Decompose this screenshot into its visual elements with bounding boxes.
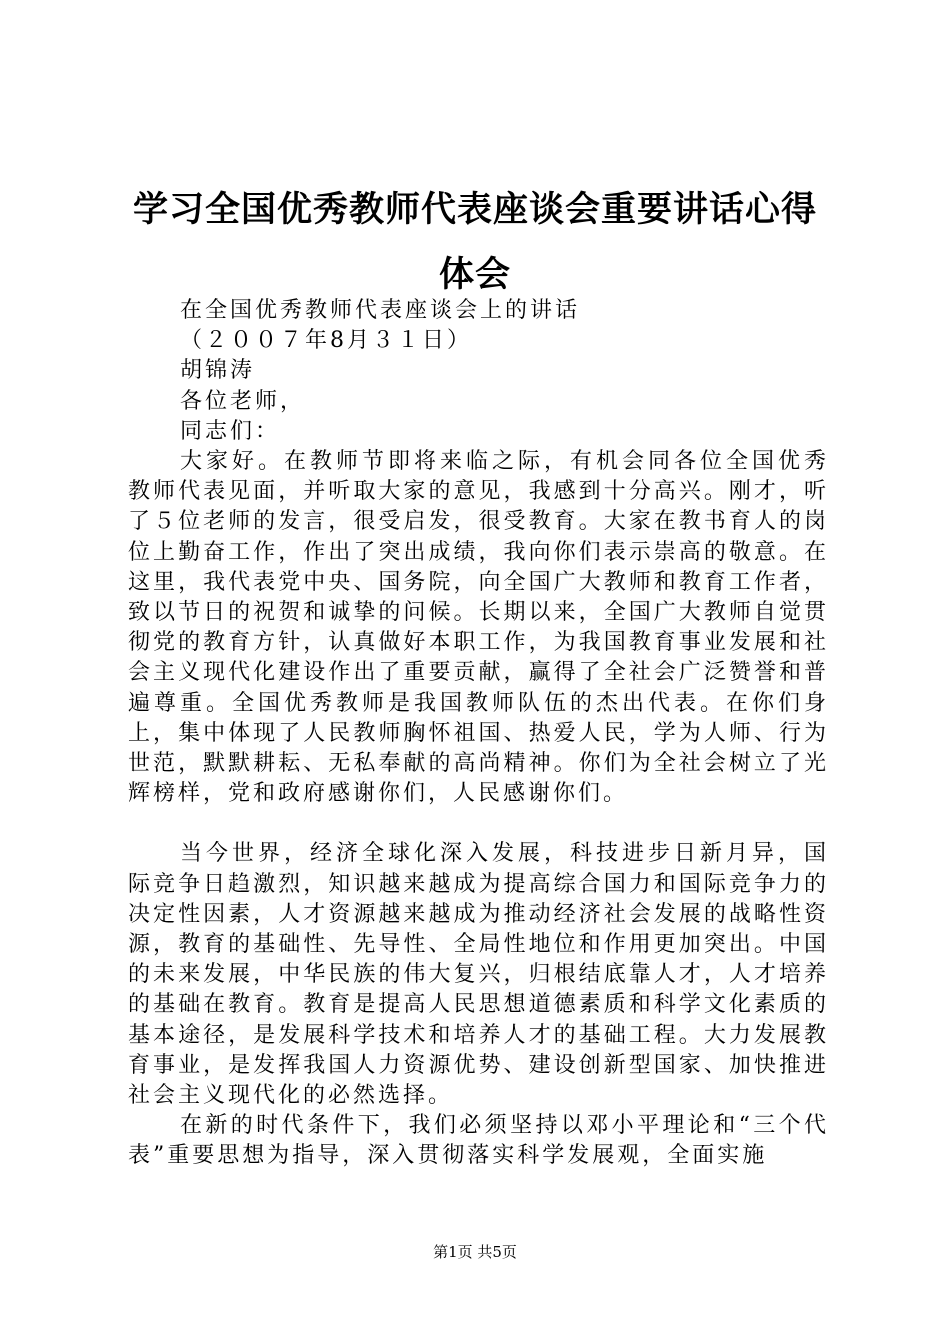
speech-heading: 在全国优秀教师代表座谈会上的讲话 <box>180 298 581 323</box>
paragraph-new-era: 在新的时代条件下，我们必须坚持以邓小平理论和“三个代表”重要思想为指导，深入贯彻落实科学发展观，全面实施 <box>128 1113 829 1169</box>
paragraph-global-context: 当今世界，经济全球化深入发展，科技进步日新月异，国际竞争日趋激烈，知识越来越成为提高综合国力和国际竞争力的决定性因素，人才资源越来越成为推动经济社会发展的战略性资源，教育的基础性、先导性、全局性地位和作用更加突出。中国的未来发展，中华民族的伟大复兴，归根结底靠人才，人才培养的基础在教育。教育是提高人民思想道德素质和科学文化素质的基本途径，是发展科学技术和培养人才的基础工程。大力发展教育事业，是发挥我国人力资源优势、建设创新型国家、加快推进社会主义现代化的必然选择。 <box>128 841 829 1109</box>
document-title: 学习全国优秀教师代表座谈会重要讲话心得体会 <box>132 190 817 295</box>
document-body <box>128 296 829 1172</box>
salutation-comrades: 同志们： <box>180 418 281 444</box>
speech-date: （２００７年8月３１日） <box>180 328 472 354</box>
salutation-teachers: 各位老师， <box>180 388 306 414</box>
page-number-footer: 第1页 共5页 <box>433 1243 517 1261</box>
speaker-name: 胡锦涛 <box>180 358 256 384</box>
paragraph-spacer <box>128 809 829 839</box>
paragraph-greeting: 大家好。在教师节即将来临之际，有机会同各位全国优秀教师代表见面，并听取大家的意见，我感到十分高兴。刚才，听了５位老师的发言，很受启发，很受教育。大家在教书育人的岗位上勤奋工作，作出了突出成绩，我向你们表示崇高的敬意。在这里，我代表党中央、国务院，向全国广大教师和教育工作者，致以节日的祝贺和诚挚的问候。长期以来，全国广大教师自觉贯彻党的教育方针，认真做好本职工作，为我国教育事业发展和社会主义现代化建设作出了重要贡献，赢得了全社会广泛赞誉和普遍尊重。全国优秀教师是我国教师队伍的杰出代表。在你们身上，集中体现了人民教师胸怀祖国、热爱人民，学为人师、行为世范，默默耕耘、无私奉献的高尚精神。你们为全社会树立了光辉榜样，党和政府感谢你们，人民感谢你们。 <box>128 449 829 807</box>
